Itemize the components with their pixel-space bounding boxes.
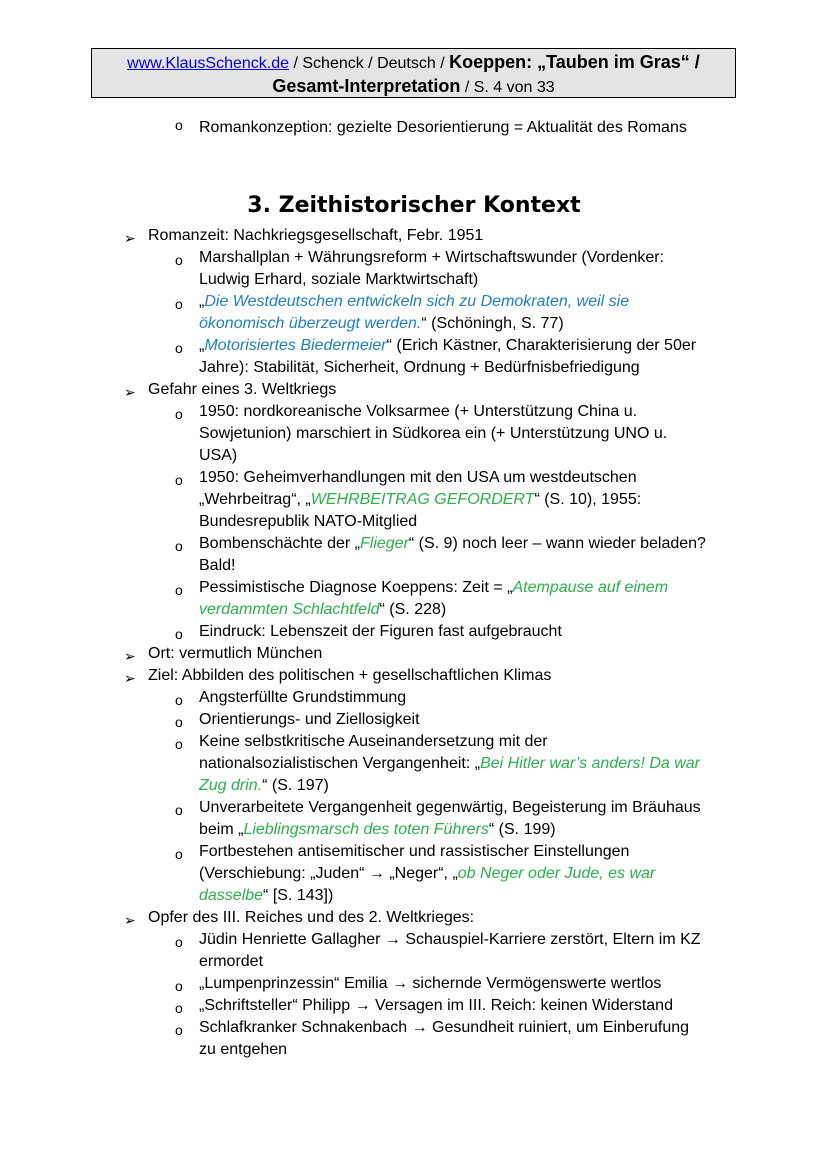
header-path: / Schenck / Deutsch / xyxy=(289,55,450,72)
bullet-circle: o xyxy=(175,472,183,488)
list-item: 1950: nordkoreanische Volksarmee (+ Unterstützung China u. xyxy=(199,403,638,420)
list-item: Marshallplan + Währungsreform + Wirtschaftswunder (Vordenker: xyxy=(199,249,665,266)
bullet-circle: o xyxy=(175,736,183,752)
list-item: Jüdin Henriette Gallagher → Schauspiel-Karriere zerstört, Eltern im KZ xyxy=(199,931,701,948)
bullet-arrow: ➢ xyxy=(124,230,136,246)
page-header xyxy=(91,48,736,98)
bullet-circle: o xyxy=(175,692,183,708)
quote-green: Zug drin. xyxy=(199,777,263,794)
list-item-cont: Sowjetunion) marschiert in Südkorea ein (+ Unterstützung UNO u. xyxy=(199,425,668,442)
list-item: Eindruck: Lebenszeit der Figuren fast aufgebraucht xyxy=(199,623,562,640)
list-item-cont: Zug drin.“ (S. 197) xyxy=(199,777,329,794)
list-item: Schlafkranker Schnakenbach → Gesundheit ruiniert, um Einberufung xyxy=(199,1019,690,1036)
list-item: Gefahr eines 3. Weltkriegs xyxy=(148,381,337,398)
bullet-circle: o xyxy=(175,1022,183,1038)
list-item-cont: ökonomisch überzeugt werden.“ (Schöningh, S. 77) xyxy=(199,315,564,332)
bullet-circle: o xyxy=(175,934,183,950)
list-item: 1950: Geheimverhandlungen mit den USA um westdeutschen xyxy=(199,469,637,486)
bullet-circle: o xyxy=(175,978,183,994)
bullet-circle: o xyxy=(175,846,183,862)
list-item-cont: (Verschiebung: „Juden“ → „Neger“, „ob Neger oder Jude, es war xyxy=(199,865,656,882)
quote-blue: ökonomisch überzeugt werden. xyxy=(199,315,422,332)
bullet-arrow: ➢ xyxy=(124,912,136,928)
bullet-circle: o xyxy=(175,296,183,312)
bullet-circle: o xyxy=(175,406,183,422)
list-item-cont: nationalsozialistischen Vergangenheit: „Bei Hitler war’s anders! Da war xyxy=(199,755,701,772)
list-item-cont: Jahre): Stabilität, Sicherheit, Ordnung + Bedürfnisbefriedigung xyxy=(199,359,640,376)
bullet-arrow: ➢ xyxy=(124,384,136,400)
quote-green: verdammten Schlachtfeld xyxy=(199,601,380,618)
bullet-circle: o xyxy=(175,1000,183,1016)
list-item: Opfer des III. Reiches und des 2. Weltkrieges: xyxy=(148,909,475,926)
quote-green: ob Neger oder Jude, es war xyxy=(457,865,656,882)
site-link[interactable]: www.KlausSchenck.de xyxy=(127,55,290,72)
list-item-cont: Bald! xyxy=(199,557,236,574)
bullet-circle: o xyxy=(175,117,183,133)
bullet-circle: o xyxy=(175,340,183,356)
bullet-circle: o xyxy=(175,582,183,598)
quote-green: WEHRBEITRAG GEFORDERT xyxy=(310,491,535,508)
list-item: Fortbestehen antisemitischer und rassistischer Einstellungen xyxy=(199,843,630,860)
bullet-circle: o xyxy=(175,252,183,268)
quote-green: Bei Hitler war’s anders! Da war xyxy=(480,755,701,772)
list-item-cont: verdammten Schlachtfeld“ (S. 228) xyxy=(199,601,447,618)
list-item-cont: zu entgehen xyxy=(199,1041,288,1058)
list-item-cont: USA) xyxy=(199,447,238,464)
list-item: Unverarbeitete Vergangenheit gegenwärtig, Begeisterung im Bräuhaus xyxy=(199,799,701,816)
list-item: Orientierungs- und Ziellosigkeit xyxy=(199,711,420,728)
list-item: Keine selbstkritische Auseinandersetzung mit der xyxy=(199,733,548,750)
list-item: Romanzeit: Nachkriegsgesellschaft, Febr. 1951 xyxy=(148,227,484,244)
list-item-cont: Bundesrepublik NATO-Mitglied xyxy=(199,513,418,530)
list-item: „Schriftsteller“ Philipp → Versagen im III. Reich: keinen Widerstand xyxy=(199,997,673,1014)
intro-item: Romankonzeption: gezielte Desorientierung = Aktualität des Romans xyxy=(199,119,687,136)
list-item: Ziel: Abbilden des politischen + gesellschaftlichen Klimas xyxy=(148,667,552,684)
header-subtitle: Gesamt-Interpretation xyxy=(272,76,461,96)
quote-green: Flieger xyxy=(359,535,409,552)
list-item: „Motorisiertes Biedermeier“ (Erich Kästner, Charakterisierung der 50er xyxy=(199,337,697,354)
list-item: Pessimistische Diagnose Koeppens: Zeit = „Atempause auf einem xyxy=(199,579,669,596)
list-item-cont: „Wehrbeitrag“, „WEHRBEITRAG GEFORDERT“ (S. 10), 1955: xyxy=(199,491,642,508)
bullet-circle: o xyxy=(175,538,183,554)
list-item: Ort: vermutlich München xyxy=(148,645,323,662)
list-item-cont: dasselbe“ [S. 143]) xyxy=(199,887,334,904)
list-item: Bombenschächte der „Flieger“ (S. 9) noch leer – wann wieder beladen? xyxy=(199,535,706,552)
list-item-cont: beim „Lieblingsmarsch des toten Führers“ (S. 199) xyxy=(199,821,556,838)
bullet-arrow: ➢ xyxy=(124,670,136,686)
page-number: / S. 4 von 33 xyxy=(460,79,555,96)
quote-green: dasselbe xyxy=(199,887,264,904)
quote-blue: Motorisiertes Biedermeier xyxy=(204,337,387,354)
bullet-circle: o xyxy=(175,626,183,642)
header-title: Koeppen: „Tauben im Gras“ / xyxy=(449,52,700,72)
quote-green: Lieblingsmarsch des toten Führers xyxy=(243,821,489,838)
list-item-cont: Ludwig Erhard, soziale Marktwirtschaft) xyxy=(199,271,479,288)
list-item: Angsterfüllte Grundstimmung xyxy=(199,689,407,706)
list-item-cont: ermordet xyxy=(199,953,264,970)
bullet-circle: o xyxy=(175,802,183,818)
section-title: 3. Zeithistorischer Kontext xyxy=(247,193,581,218)
list-item: „Die Westdeutschen entwickeln sich zu Demokraten, weil sie xyxy=(199,293,630,310)
bullet-arrow: ➢ xyxy=(124,648,136,664)
list-item: „Lumpenprinzessin“ Emilia → sichernde Vermögenswerte wertlos xyxy=(199,975,662,992)
quote-blue: Die Westdeutschen entwickeln sich zu Demokraten, weil sie xyxy=(204,293,630,310)
bullet-circle: o xyxy=(175,714,183,730)
quote-green: Atempause auf einem xyxy=(512,579,669,596)
